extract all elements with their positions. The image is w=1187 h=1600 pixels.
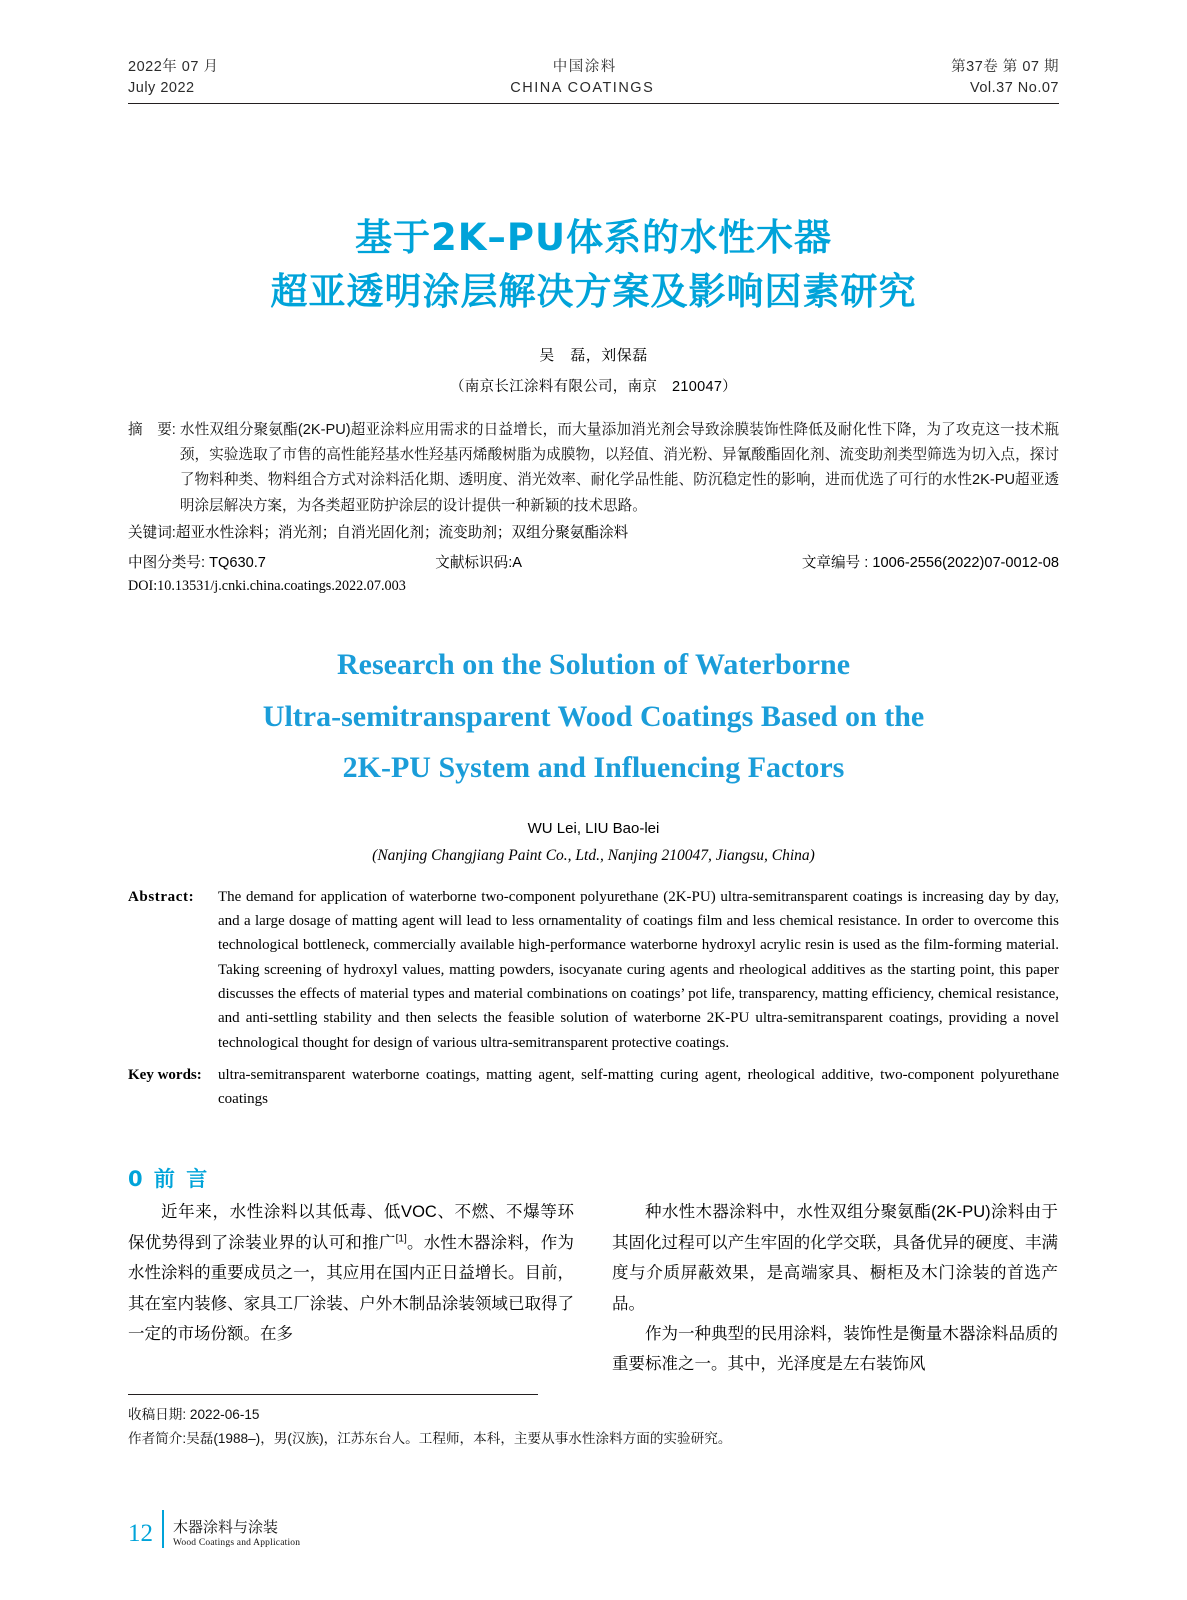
document-code: 文献标识码:A [435, 555, 522, 572]
english-affiliation: (Nanjing Changjiang Paint Co., Ltd., Nanjing 210047, Jiangsu, China) [372, 846, 815, 864]
header-journal-cn: 中国涂料 [552, 59, 617, 75]
chinese-affiliation: （南京长江涂料有限公司，南京 210047） [450, 379, 737, 396]
chinese-keywords [128, 521, 1059, 546]
english-authors: WU Lei, LIU Bao-lei [527, 819, 660, 837]
paragraph: 近年来，水性涂料以其低毒、低VOC、不燃、不爆等环保优势得到了涂装业界的认可和推广[1]。水性木器涂料，作为水性涂料的重要成员之一，其应用在国内正日益增长。目前，其在室内装修、家具工厂涂装、户外木制品涂装领域已取得了一定的市场份额。在多 [128, 1203, 575, 1343]
english-keywords [128, 1063, 1059, 1112]
body-column-right [612, 1197, 1058, 1379]
article-id: 文章编号 : 1006-2556(2022)07-0012-08 [801, 555, 1059, 572]
section-heading-introduction: 0 前 言 [128, 1167, 210, 1192]
header-journal-en: CHINA COATINGS [510, 80, 655, 96]
paragraph: 作为一种典型的民用涂料，装饰性是衡量木器涂料品质的重要标准之一。其中，光泽度是左右装饰风 [612, 1324, 1058, 1374]
header-volume-en: Vol.37 No.07 [969, 80, 1059, 96]
english-abstract-label: Abstract: [128, 888, 195, 905]
footer-section-labels [173, 1519, 300, 1548]
chinese-keywords-text: 超亚水性涂料；消光剂；自消光固化剂；流变助剂；双组分聚氨酯涂料 [175, 524, 629, 541]
body-columns [128, 1197, 1059, 1379]
footnote-author-bio: 作者简介:吴磊(1988–)，男(汉族)，江苏东台人。工程师，本科，主要从事水性涂料方面的实验研究。 [128, 1430, 732, 1446]
page-footer [128, 1510, 300, 1548]
footnote-divider [128, 1394, 538, 1395]
footer-accent-bar [162, 1510, 164, 1548]
header-divider [128, 103, 1059, 104]
english-keywords-text: ultra-semitransparent waterborne coatings, matting agent, self-matting curing agent, rheological additive, two-component polyurethane coatings [218, 1066, 1059, 1108]
chinese-abstract-row [128, 418, 1059, 518]
clc-number: 中图分类号: TQ630.7 [128, 555, 266, 572]
running-head-row-en [128, 80, 1059, 96]
english-abstract [128, 885, 1059, 1055]
english-title [128, 639, 1059, 794]
page-number: 12 [128, 1520, 153, 1547]
english-title-line-1: Research on the Solution of Waterborne [336, 647, 851, 681]
chinese-abstract-text: 水性双组分聚氨酯(2K-PU)超亚涂料应用需求的日益增长，而大量添加消光剂会导致涂膜装饰性降低及耐化性下降，为了攻克这一技术瓶颈，实验选取了市售的高性能羟基水性羟基丙烯酸树脂为成膜物，以羟值、消光粉、异氰酸酯固化剂、流变助剂类型筛选为切入点，探讨了物料种类、物料组合方式对涂料活化期、透明度、消光效率、耐化学品性能、防沉稳定性的影响，进而优选了可行的水性2K-PU超亚透明涂层解决方案，为各类超亚防护涂层的设计提供一种新颖的技术思路。 [179, 422, 1059, 514]
header-volume-cn: 第37卷 第 07 期 [951, 59, 1059, 75]
footer-section-en: Wood Coatings and Application [173, 1538, 301, 1548]
footnote-received-date: 收稿日期: 2022-06-15 [128, 1406, 260, 1422]
body-column-left [128, 1197, 574, 1379]
english-title-line-3: 2K-PU System and Influencing Factors [342, 751, 845, 785]
footnotes [128, 1403, 1059, 1451]
chinese-abstract-label: 摘 要: [128, 422, 176, 439]
paragraph: 种水性木器涂料中，水性双组分聚氨酯(2K-PU)涂料由于其固化过程可以产生牢固的化学交联，具备优异的硬度、丰满度与介质屏蔽效果，是高端家具、橱柜及木门涂装的首选产品。 [612, 1203, 1058, 1313]
running-head-row-cn [128, 55, 1059, 76]
header-date-en: July 2022 [128, 80, 195, 96]
chinese-abstract [128, 418, 1059, 518]
doi: DOI:10.13531/j.cnki.china.coatings.2022.07.003 [128, 577, 406, 594]
chinese-title-line-1: 基于2K–PU体系的水性木器 [354, 216, 833, 259]
english-keywords-label: Key words: [128, 1066, 202, 1083]
english-abstract-text: The demand for application of waterborne two-component polyurethane (2K-PU) ultra-semitransparent coatings is increasing day by day, and a large dosage of matting agent will lead to less ornamentality of coatings film and less chemical resistance. In order to overcome this technological bottleneck, commercially available high-performance waterborne hydroxyl acrylic resin is used as the film-forming material. Taking screening of hydroxyl values, matting powders, isocyanate curing agents and rheological additives as the starting point, this paper discusses the effects of material types and material combinations on coatings’ pot life, transparency, matting efficiency, chemical resistance, and anti-settling stability and then selects the feasible solution of waterborne 2K-PU ultra-semitransparent coatings, providing a novel technological thought for design of various ultra-semitransparent protective coatings. [218, 888, 1059, 1051]
chinese-title [128, 211, 1059, 318]
chinese-keywords-label: 关键词: [128, 524, 176, 541]
chinese-metadata-row [128, 551, 1059, 577]
english-title-line-2: Ultra-semitransparent Wood Coatings Based on the [262, 699, 925, 733]
chinese-title-line-2: 超亚透明涂层解决方案及影响因素研究 [270, 269, 917, 313]
reference-marker: [1] [395, 1233, 407, 1245]
header-date-cn: 2022年 07 月 [128, 59, 219, 75]
chinese-authors: 吴 磊，刘保磊 [539, 347, 648, 365]
running-head [128, 0, 1059, 115]
footer-section-cn: 木器涂料与涂装 [173, 1519, 279, 1537]
